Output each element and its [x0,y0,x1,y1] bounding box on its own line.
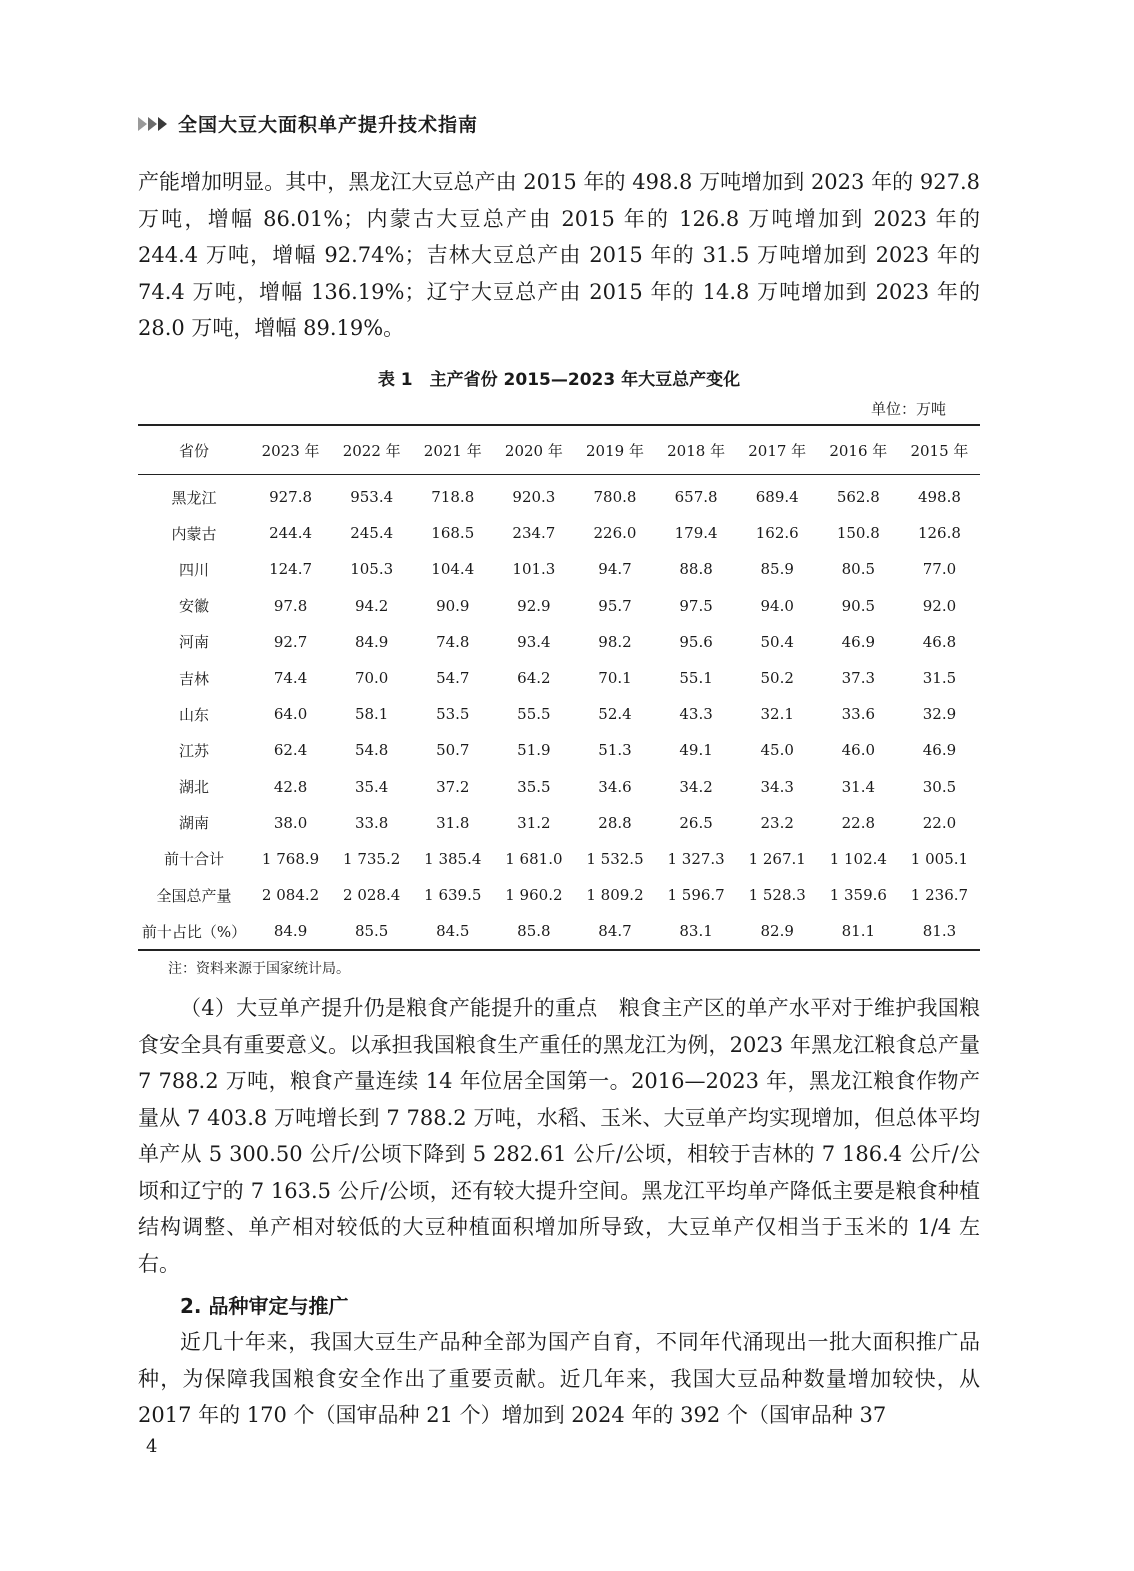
value-cell: 46.9 [922,741,957,760]
table-header-row [138,425,980,475]
value-cell: 55.1 [679,669,713,688]
paragraph-production-increase: 产能增加明显。其中，黑龙江大豆总产由 2015 年的 498.8 万吨增加到 2023 年的 927.8 万吨，增幅 86.01%；内蒙古大豆总产由 2015 年的 126.8 万吨增加到 2023 年的 244.4 万吨，增幅 92.74%；吉林大豆总产由 2015 年的 31.5 万吨增加到 2023 年的 74.4 万吨，增幅 136.19%；辽宁大豆总产由 2015 年的 14.8 万吨增加到 2023 年的 28.0 万吨，增幅 89.19%。 [138,170,980,340]
value-cell: 84.9 [354,632,389,651]
value-cell: 94.7 [598,560,632,579]
value-cell: 35.5 [517,777,551,796]
header-province: 省份 [138,425,250,475]
value-cell: 45.0 [760,741,794,760]
value-cell: 34.3 [760,777,794,796]
value-cell: 46.9 [841,632,876,651]
value-cell: 689.4 [755,488,799,507]
value-cell: 34.2 [679,777,713,796]
section-heading: 2. 品种审定与推广 [180,1294,349,1318]
value-cell: 64.2 [517,669,551,688]
header-2022: 2022 年 [331,425,412,475]
province-cell: 四川 [178,560,209,579]
value-cell: 74.4 [273,669,308,688]
value-cell: 244.4 [269,524,313,543]
value-cell: 1 639.5 [424,886,482,905]
value-cell: 1 768.9 [261,849,320,868]
header-2016: 2016 年 [818,425,899,475]
value-cell: 74.8 [436,632,470,651]
value-cell: 50.7 [436,741,470,760]
value-cell: 245.4 [350,524,394,543]
header-2020: 2020 年 [493,425,574,475]
value-cell: 1 359.6 [829,886,887,905]
value-cell: 32.1 [760,705,794,724]
value-cell: 62.4 [273,741,308,760]
value-cell: 77.0 [922,560,957,579]
value-cell: 54.8 [354,741,389,760]
value-cell: 92.0 [922,596,957,615]
value-cell: 1 735.2 [343,849,401,868]
value-cell: 33.6 [841,705,876,724]
value-cell: 83.1 [656,913,737,950]
table-row [138,877,980,913]
value-cell: 31.2 [517,813,551,832]
value-cell: 1 596.7 [667,886,725,905]
value-cell: 1 528.3 [748,886,806,905]
value-cell: 168.5 [431,524,475,543]
value-cell: 1 960.2 [505,886,563,905]
value-cell: 920.3 [512,488,556,507]
province-cell: 安徽 [178,597,209,616]
value-cell: 70.1 [598,669,632,688]
province-cell: 全国总产量 [156,886,232,905]
value-cell: 31.4 [841,777,876,796]
book-title: 全国大豆大面积单产提升技术指南 [178,114,479,136]
value-cell: 94.0 [760,596,794,615]
value-cell: 927.8 [269,488,313,507]
value-cell: 94.2 [354,596,389,615]
province-cell: 黑龙江 [171,488,217,507]
value-cell: 1 236.7 [910,886,969,905]
table-row [138,624,980,660]
value-cell: 80.5 [841,560,876,579]
province-cell: 山东 [178,705,209,724]
province-cell: 前十合计 [163,850,224,869]
value-cell: 49.1 [679,741,713,760]
value-cell: 92.9 [517,596,551,615]
value-cell: 101.3 [512,560,556,579]
value-cell: 105.3 [350,560,394,579]
value-cell: 37.3 [841,669,876,688]
value-cell: 43.3 [679,705,713,724]
value-cell: 23.2 [760,813,794,832]
value-cell: 124.7 [269,560,313,579]
value-cell: 70.0 [354,669,389,688]
value-cell: 234.7 [512,524,556,543]
table-row [138,696,980,732]
header-2019: 2019 年 [574,425,655,475]
table-note: 注：资料来源于国家统计局。 [168,961,350,977]
value-cell: 51.9 [517,741,551,760]
table-row [138,805,980,841]
value-cell: 718.8 [431,488,475,507]
page-number: 4 [146,1436,158,1457]
header-2015: 2015 年 [899,425,980,475]
province-cell: 江苏 [178,741,209,760]
value-cell: 1 005.1 [910,849,969,868]
table-row [138,913,980,950]
value-cell: 562.8 [836,488,880,507]
value-cell: 84.7 [574,913,655,950]
paragraph-yield-focus: （4）大豆单产提升仍是粮食产能提升的重点 粮食主产区的单产水平对于维护我国粮食安全具有重要意义。以承担我国粮食生产重任的黑龙江为例，2023 年黑龙江粮食总产量 7 788.2 万吨，粮食产量连续 14 年位居全国第一。2016—2023 年，黑龙江粮食作物产量从 7 403.8 万吨增长到 7 788.2 万吨，水稻、玉米、大豆单产均实现增加，但总体平均单产从 5 300.50 公斤/公顷下降到 5 282.61 公斤/公顷，相较于吉林的 7 186.4 公斤/公顷和辽宁的 7 163.5 公斤/公顷，还有较大提升空间。黑龙江平均单产降低主要是粮食种植结构调整、单产相对较低的大豆种植面积增加所导致，大豆单产仅相当于玉米的 1/4 左右。 [138,996,980,1276]
value-cell: 37.2 [436,777,470,796]
table-unit: 单位：万吨 [870,400,946,418]
value-cell: 35.4 [354,777,389,796]
value-cell: 98.2 [598,632,632,651]
value-cell: 82.9 [737,913,818,950]
value-cell: 55.5 [517,705,551,724]
value-cell: 85.9 [760,560,794,579]
table-row [138,475,980,516]
value-cell: 58.1 [354,705,389,724]
value-cell: 46.0 [841,741,876,760]
province-cell: 内蒙古 [171,524,217,543]
value-cell: 1 532.5 [586,849,644,868]
value-cell: 126.8 [917,524,961,543]
header-2021: 2021 年 [412,425,493,475]
value-cell: 84.9 [250,913,331,950]
value-cell: 81.1 [818,913,899,950]
header-2017: 2017 年 [737,425,818,475]
header-2023: 2023 年 [250,425,331,475]
value-cell: 88.8 [679,560,713,579]
province-cell: 湖北 [178,778,209,797]
value-cell: 50.2 [760,669,794,688]
province-cell: 河南 [178,633,209,652]
value-cell: 30.5 [922,777,957,796]
value-cell: 498.8 [917,488,961,507]
province-cell: 吉林 [178,669,209,688]
value-cell: 2 084.2 [261,886,320,905]
value-cell: 32.9 [922,705,957,724]
value-cell: 953.4 [350,488,394,507]
value-cell: 64.0 [273,705,308,724]
value-cell: 2 028.4 [343,886,401,905]
table-row [138,515,980,551]
value-cell: 85.5 [331,913,412,950]
table-row [138,660,980,696]
value-cell: 22.0 [922,813,957,832]
value-cell: 90.9 [436,596,470,615]
value-cell: 51.3 [598,741,632,760]
value-cell: 1 385.4 [424,849,482,868]
value-cell: 22.8 [841,813,876,832]
value-cell: 226.0 [593,524,637,543]
value-cell: 38.0 [273,813,308,832]
value-cell: 657.8 [674,488,718,507]
table-row [138,841,980,877]
value-cell: 1 681.0 [505,849,563,868]
value-cell: 26.5 [679,813,713,832]
value-cell: 179.4 [674,524,718,543]
value-cell: 104.4 [431,560,475,579]
soybean-output-table [138,424,980,951]
paragraph-variety-promotion: 近几十年来，我国大豆生产品种全部为国产自育，不同年代涌现出一批大面积推广品种，为保障我国粮食安全作出了重要贡献。近几年来，我国大豆品种数量增加较快，从 2017 年的 170 个（国审品种 21 个）增加到 2024 年的 392 个（国审品种 37 [138,1330,980,1427]
value-cell: 50.4 [760,632,794,651]
table-title: 表 1 主产省份 2015—2023 年大豆总产变化 [377,370,741,390]
value-cell: 31.8 [436,813,470,832]
value-cell: 97.5 [679,596,713,615]
value-cell: 53.5 [436,705,470,724]
value-cell: 95.6 [679,632,713,651]
value-cell: 54.7 [436,669,470,688]
chevron-right-icon [138,117,168,131]
province-cell: 前十占比（%） [138,913,250,950]
value-cell: 97.8 [273,596,308,615]
running-header [138,110,478,137]
value-cell: 95.7 [598,596,632,615]
value-cell: 52.4 [598,705,632,724]
value-cell: 1 102.4 [829,849,887,868]
table-row [138,588,980,624]
value-cell: 150.8 [836,524,880,543]
table-row [138,732,980,768]
value-cell: 85.8 [493,913,574,950]
value-cell: 33.8 [354,813,389,832]
value-cell: 1 809.2 [586,886,644,905]
value-cell: 28.8 [598,813,632,832]
province-cell: 湖南 [178,814,209,833]
value-cell: 46.8 [922,632,957,651]
header-2018: 2018 年 [656,425,737,475]
value-cell: 42.8 [273,777,308,796]
table-row [138,769,980,805]
value-cell: 90.5 [841,596,876,615]
value-cell: 92.7 [273,632,308,651]
value-cell: 1 267.1 [748,849,806,868]
value-cell: 1 327.3 [667,849,725,868]
value-cell: 162.6 [755,524,799,543]
value-cell: 34.6 [598,777,632,796]
value-cell: 31.5 [922,669,957,688]
value-cell: 93.4 [517,632,551,651]
table-row [138,551,980,587]
value-cell: 84.5 [412,913,493,950]
value-cell: 81.3 [899,913,980,950]
value-cell: 780.8 [593,488,637,507]
